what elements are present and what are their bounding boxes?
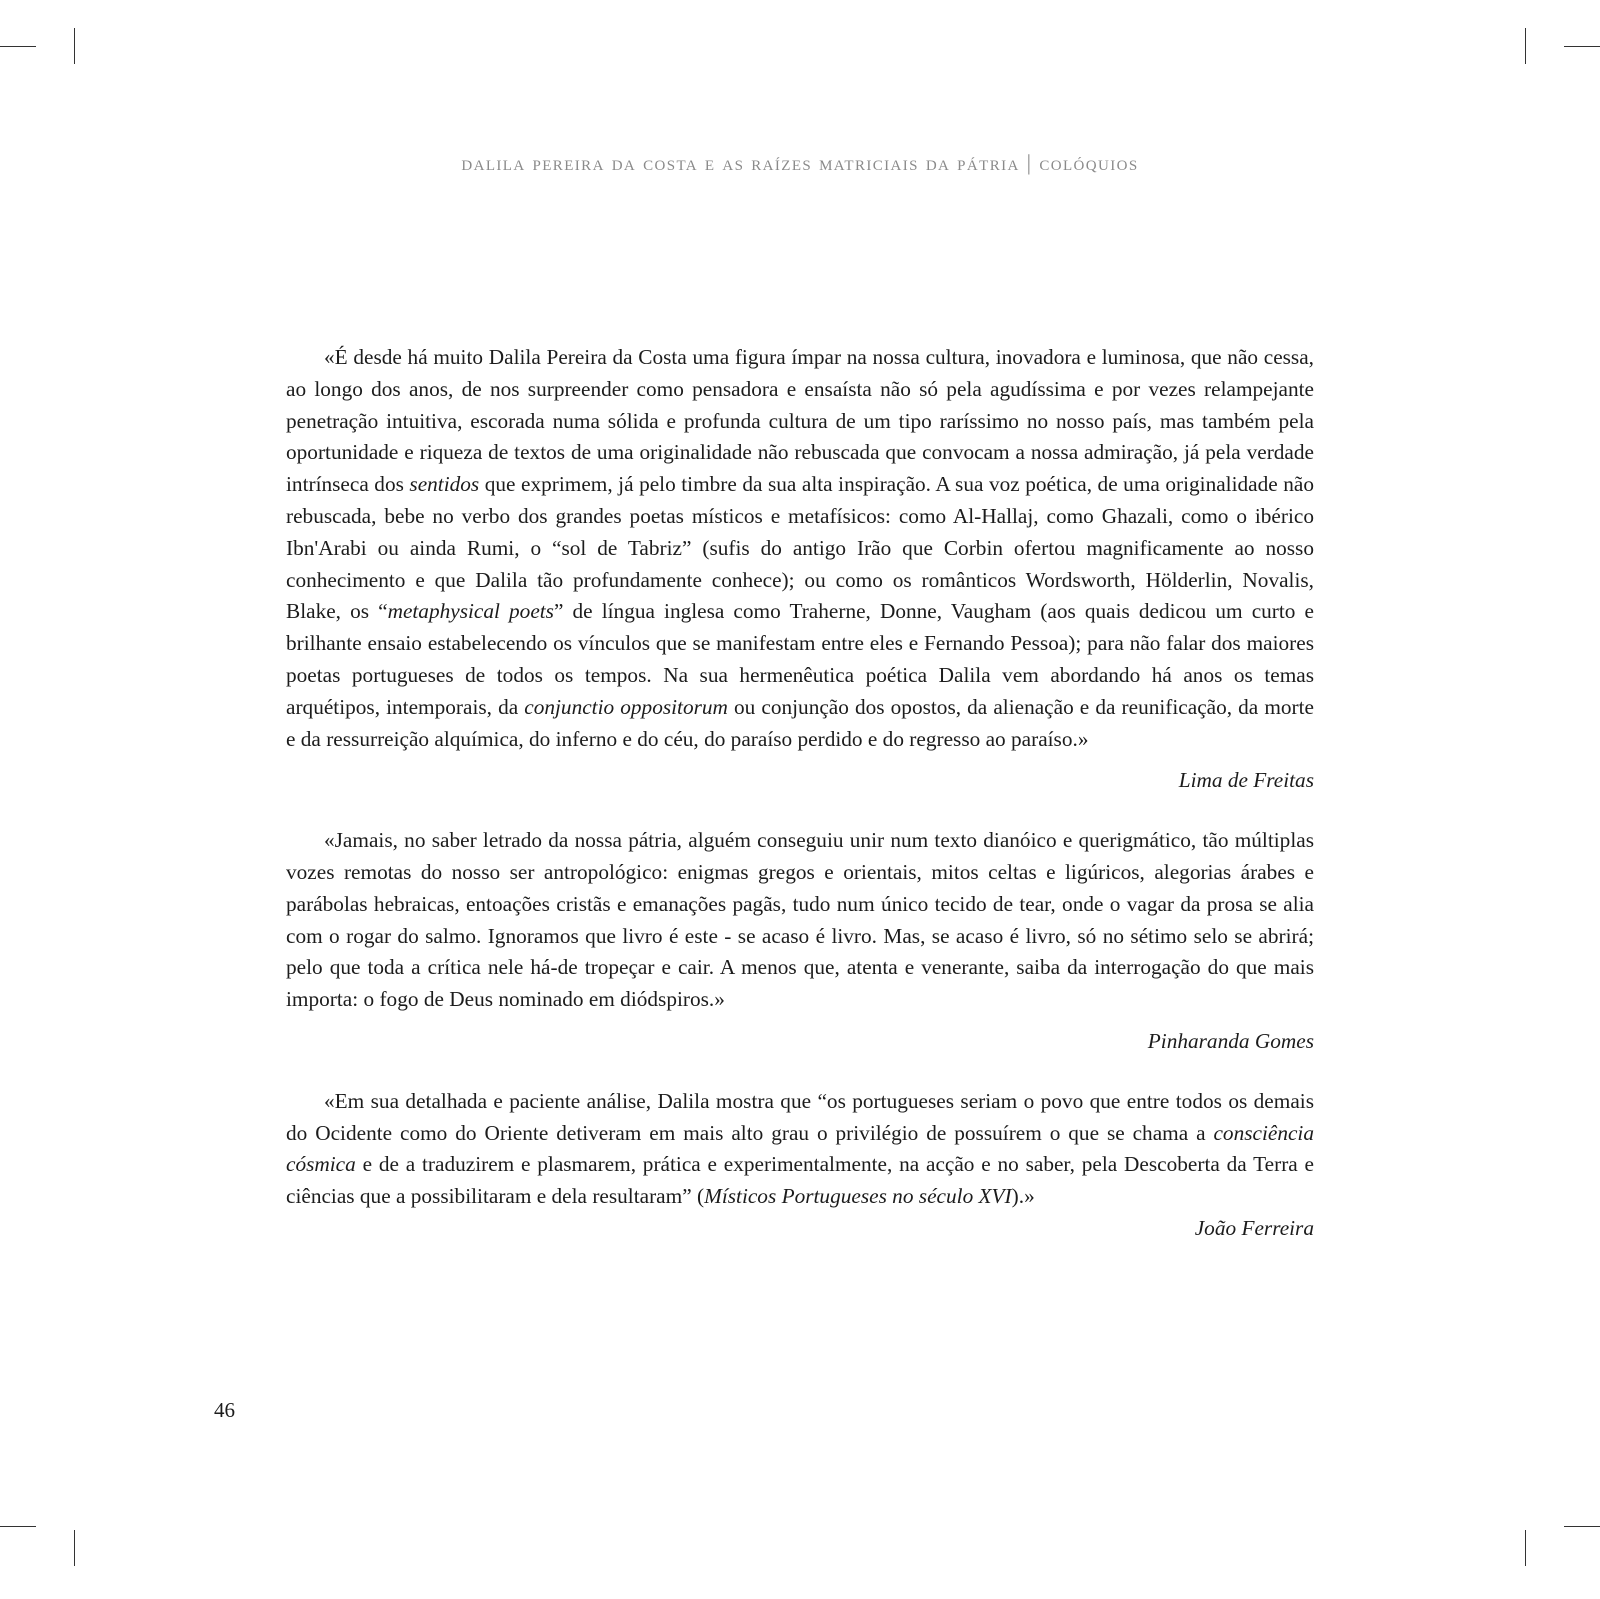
quote-text: ou conjunção dos opostos, da alienação e da reunificação, da morte e da ressurreição alquímica, do inferno e do céu, do paraíso perdido e do regresso ao paraíso.» [286,694,1315,751]
crop-mark [74,28,75,64]
crop-mark [1564,46,1600,47]
crop-mark [0,46,36,47]
quote-text: ).» [1011,1184,1035,1209]
crop-mark [74,1530,75,1566]
quote-text: que exprimem, já pelo timbre da sua alta inspiração. A sua voz poética, de uma originalidade não rebuscada, bebe no verbo dos grandes poetas místicos e metafísicos: como Al-Hallaj, como Ghazali, como o ibérico Ibn'Arabi ou ainda Rumi, o “sol de Tabriz” (sufis do antigo Irão que Corbin ofertou magnificamente ao nosso conhecimento e que Dalila tão profundamente conhece); ou como os românticos Wordsworth, Hölderlin, Novalis, Blake, os “ [286,472,1314,624]
crop-mark [1525,28,1526,64]
quote-italic-text: Místicos Portugueses no século XVI [704,1184,1012,1209]
quote-text: «É desde há muito Dalila Pereira da Costa uma figura ímpar na nossa cultura, inovadora e luminosa, que não cessa, ao longo dos anos, de nos surpreender como pensadora e ensaísta não só pela agudíssima e por vezes relampejante penetração intuitiva, escorada numa sólida e profunda cultura de um tipo raríssimo no nosso país, mas também pela oportunidade e riqueza de textos de uma originalidade não rebuscada que convocam a nossa admiração, já pela verdade intrínseca dos [286,345,1314,497]
quote-italic-text: conjunctio oppositorum [524,694,728,719]
quote-author: Lima de Freitas [1178,768,1314,793]
quote-text: «Em sua detalhada e paciente análise, Dalila mostra que “os portugueses seriam o povo que entre todos os demais do Ocidente como do Oriente detiveram em mais alto grau o privilégio de possuírem o que se chama a [286,1088,1314,1145]
quote-paragraph [286,1086,1314,1213]
page-number: 46 [214,1398,235,1422]
crop-mark [0,1526,36,1527]
crop-mark [1564,1526,1600,1527]
quote-text: «Jamais, no saber letrado da nossa pátria, alguém conseguiu unir num texto dianóico e querigmático, tão múltiplas vozes remotas do nosso ser antropológico: enigmas gregos e orientais, mitos celtas e ligúricos, alegorias árabes e parábolas hebraicas, entoações cristãs e emanações pagãs, tudo num único tecido de tear, onde o vagar da prosa se alia com o rogar do salmo. Ignoramos que livro é este - se acaso é livro. Mas, se acaso é livro, só no sétimo selo se abrirá; pelo que toda a crítica nele há-de tropeçar e cair. A menos que, atenta e venerante, saiba da interrogação do que mais importa: o fogo de Deus nominado em diódspiros.» [286,828,1314,1012]
quote-italic-text: consciência cósmica [286,1120,1314,1177]
running-header: dalila pereira da costa e as raízes matriciais da pátria | colóquios [461,150,1139,175]
quote-text: e de a traduzirem e plasmarem, prática e experimentalmente, na acção e no saber, pela Descoberta da Terra e ciências que a possibilitaram e dela resultaram” ( [286,1152,1314,1209]
crop-mark [1525,1530,1526,1566]
quote-italic-text: metaphysical poets [387,599,554,624]
quotes-section [286,342,1314,1273]
quote-paragraph [286,342,1314,755]
quote-text: ” de língua inglesa como Traherne, Donne, Vaugham (aos quais dedicou um curto e brilhante ensaio estabelecendo os vínculos que se manifestam entre eles e Fernando Pessoa); para não falar dos maiores poetas portugueses de todos os tempos. Na sua hermenêutica poética Dalila vem abordando há anos os temas arquétipos, intemporais, da [286,599,1314,719]
quote-paragraph [286,825,1314,1016]
quote-author: Pinharanda Gomes [1147,1028,1314,1053]
quote-author: João Ferreira [1194,1215,1314,1240]
quote-italic-text: sentidos [409,472,480,497]
